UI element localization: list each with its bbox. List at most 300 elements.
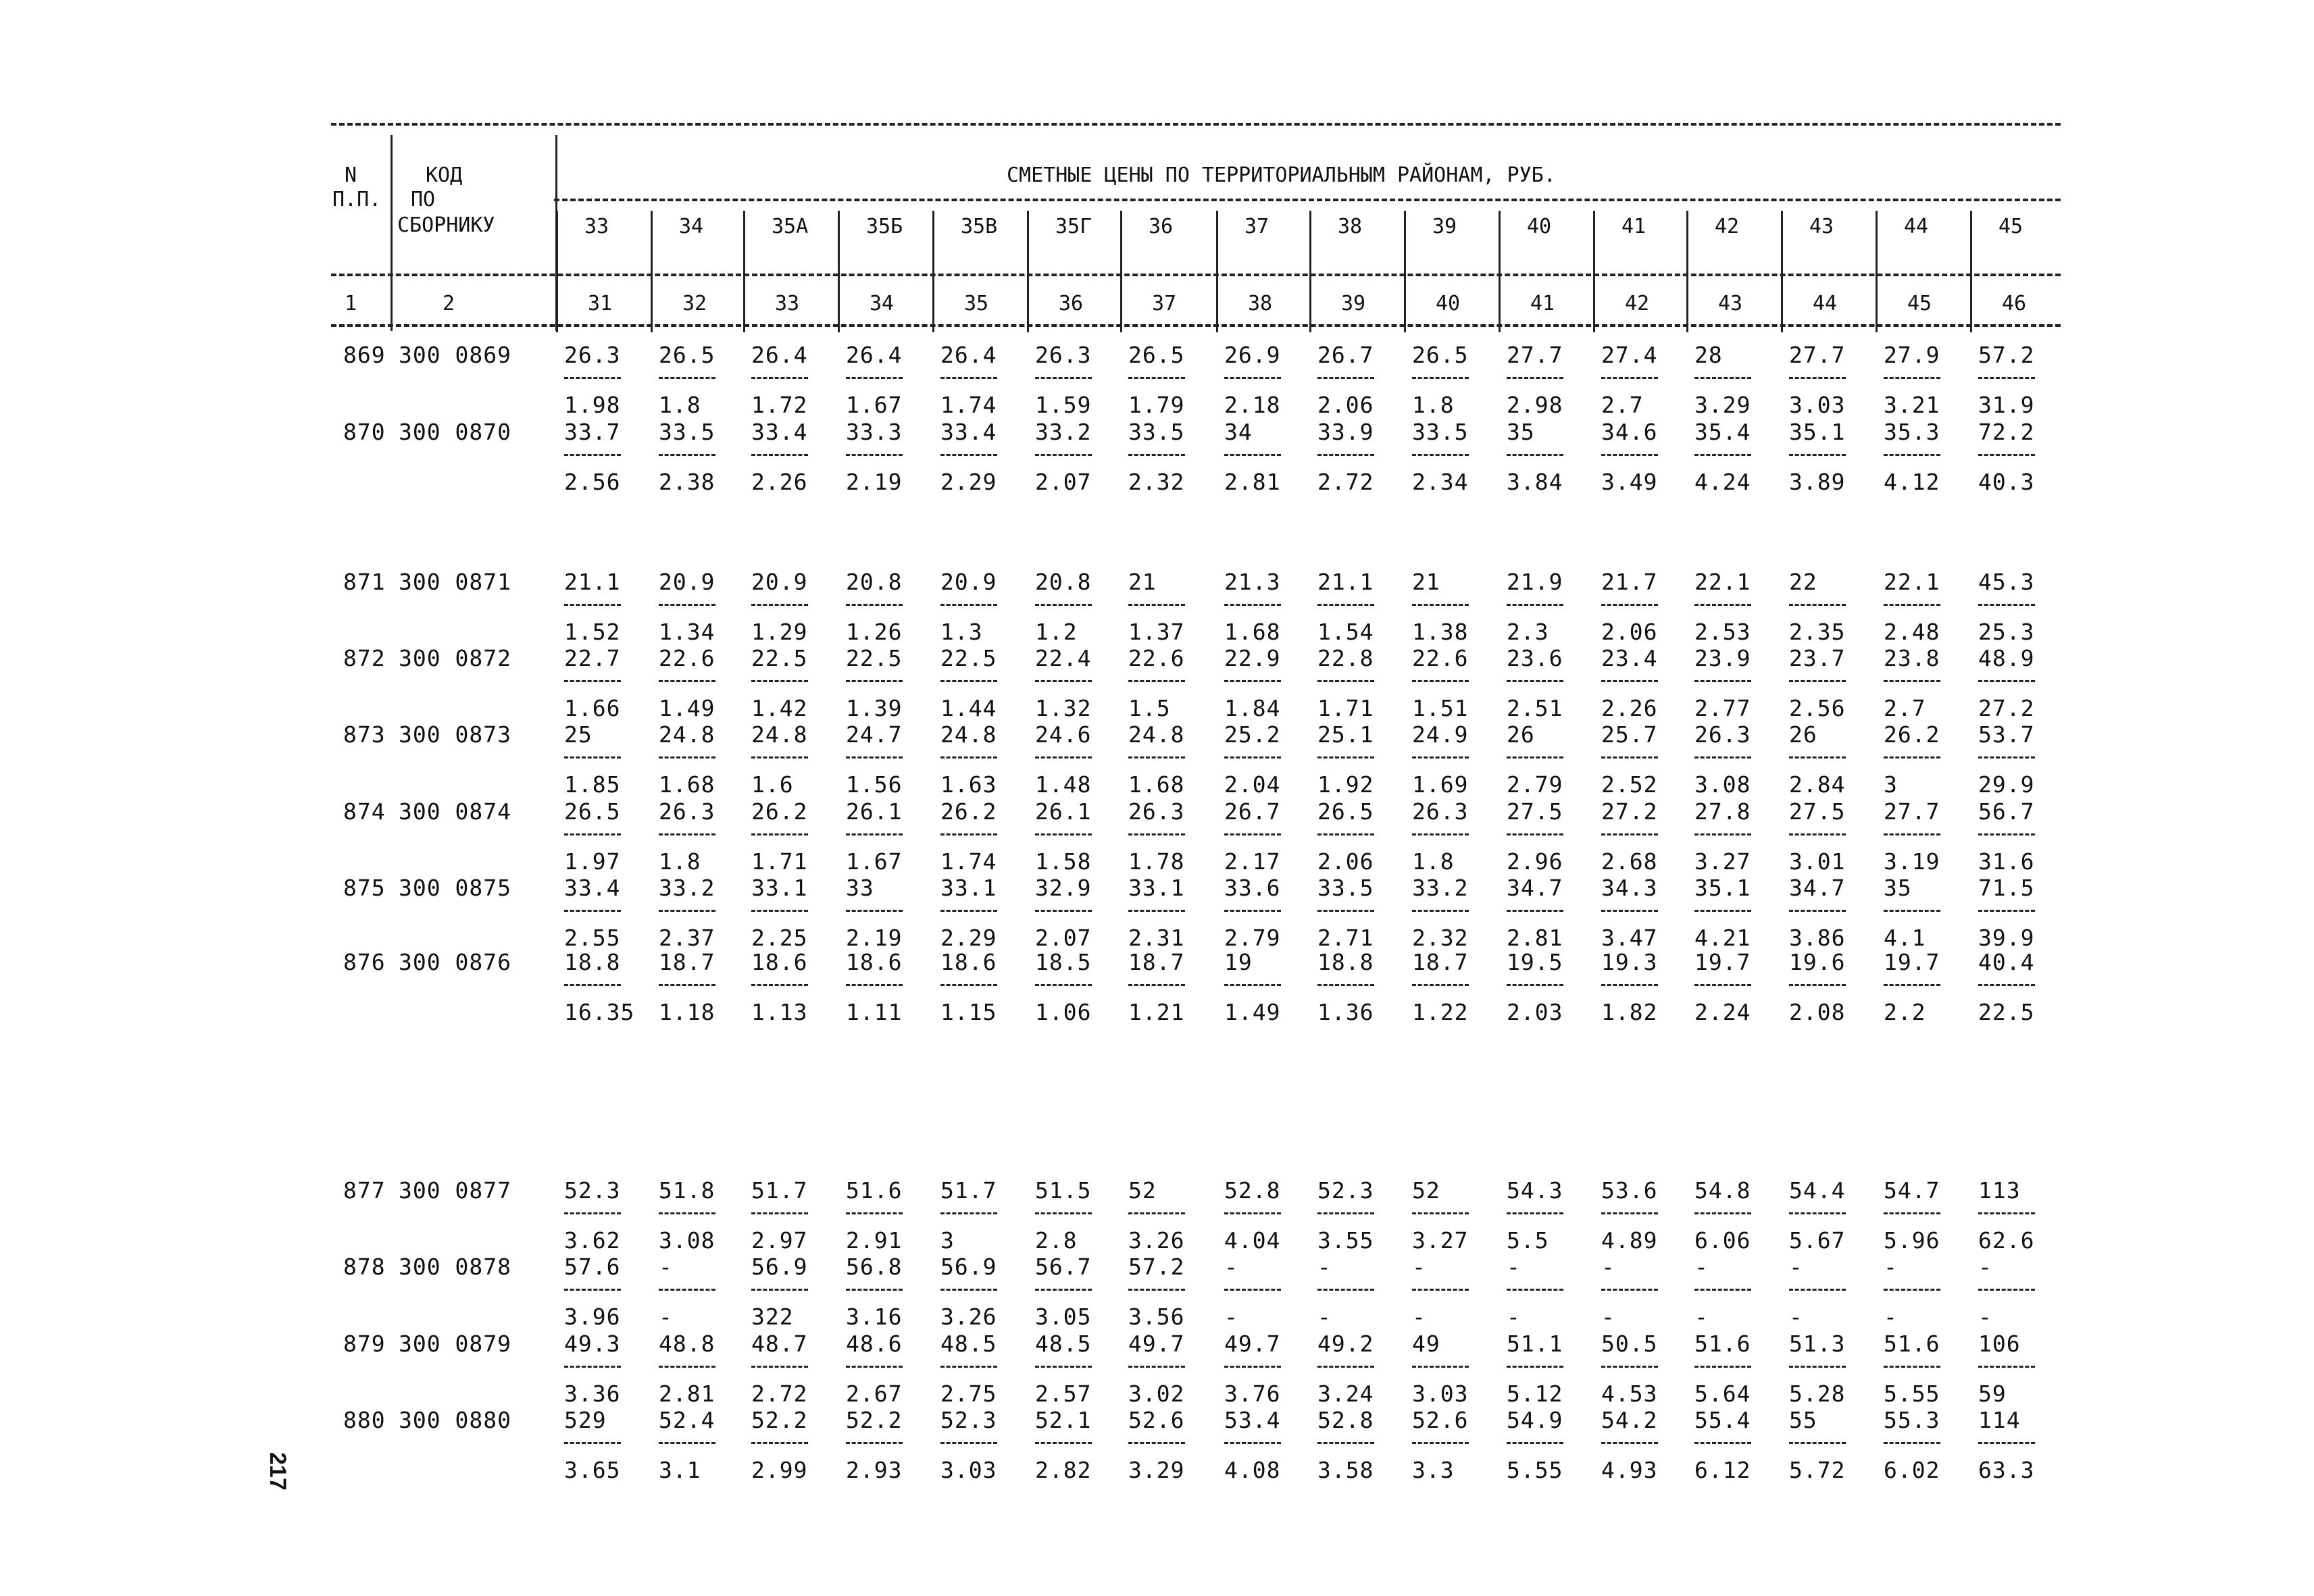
row-9-top-1: - bbox=[659, 1254, 673, 1280]
row-5-top-12: 27.8 bbox=[1694, 798, 1751, 825]
row-4-top-11: 25.7 bbox=[1601, 721, 1658, 748]
row-6-bottom-9: 2.32 bbox=[1412, 925, 1469, 951]
row-1-bottom-10: 3.84 bbox=[1507, 469, 1563, 495]
row-2-frac-line-4 bbox=[940, 604, 997, 606]
row-3-top-0: 22.7 bbox=[564, 645, 621, 671]
row-3-bottom-4: 1.44 bbox=[940, 695, 997, 721]
row-4-bottom-3: 1.56 bbox=[846, 771, 903, 798]
row-10-frac-line-6 bbox=[1128, 1366, 1185, 1368]
row-4-frac-line-5 bbox=[1035, 756, 1092, 758]
row-5-frac-line-15 bbox=[1978, 833, 2035, 835]
row-1-top-15: 72.2 bbox=[1978, 419, 2035, 445]
row-2-bottom-10: 2.3 bbox=[1507, 619, 1549, 645]
row-10-frac-line-1 bbox=[659, 1366, 715, 1368]
row-0-frac-line-6 bbox=[1128, 377, 1185, 379]
row-10-top-14: 51.6 bbox=[1884, 1331, 1940, 1357]
region-index-9: 40 bbox=[1436, 292, 1461, 315]
row-1-bottom-11: 3.49 bbox=[1601, 469, 1658, 495]
row-7-bottom-2: 1.13 bbox=[751, 999, 808, 1025]
row-7-bottom-0: 16.35 bbox=[564, 999, 635, 1025]
row-3-bottom-8: 1.71 bbox=[1317, 695, 1374, 721]
row-5-bottom-14: 3.19 bbox=[1884, 848, 1940, 875]
region-index-4: 35 bbox=[964, 292, 989, 315]
row-1-bottom-7: 2.81 bbox=[1224, 469, 1281, 495]
row-3-frac-line-14 bbox=[1884, 680, 1940, 682]
row-6-top-3: 33 bbox=[846, 875, 874, 901]
row-4-top-6: 24.8 bbox=[1128, 721, 1185, 748]
row-1-top-10: 35 bbox=[1507, 419, 1535, 445]
row-9-frac-line-8 bbox=[1317, 1289, 1374, 1291]
row-2-top-10: 21.9 bbox=[1507, 569, 1563, 595]
row-6-bottom-10: 2.81 bbox=[1507, 925, 1563, 951]
row-1-top-8: 33.9 bbox=[1317, 419, 1374, 445]
row-4-frac-line-13 bbox=[1789, 756, 1846, 758]
region-index-0: 31 bbox=[588, 292, 613, 315]
row-3-frac-line-5 bbox=[1035, 680, 1092, 682]
region-code-6: 36 bbox=[1149, 215, 1174, 238]
row-3-bottom-15: 27.2 bbox=[1978, 695, 2035, 721]
row-4-bottom-6: 1.68 bbox=[1128, 771, 1185, 798]
row-7-frac-line-7 bbox=[1224, 984, 1281, 986]
row-7-top-15: 40.4 bbox=[1978, 949, 2035, 975]
row-1-top-7: 34 bbox=[1224, 419, 1253, 445]
row-0-bottom-11: 2.7 bbox=[1601, 392, 1644, 418]
row-6-bottom-0: 2.55 bbox=[564, 925, 621, 951]
col-code-label-2: ПО bbox=[411, 188, 436, 211]
row-9-frac-line-6 bbox=[1128, 1289, 1185, 1291]
row-7-bottom-6: 1.21 bbox=[1128, 999, 1185, 1025]
region-code-3: 35Б bbox=[866, 215, 903, 238]
row-6-top-13: 34.7 bbox=[1789, 875, 1846, 901]
row-7-bottom-11: 1.82 bbox=[1601, 999, 1658, 1025]
row-0-frac-line-2 bbox=[751, 377, 808, 379]
row-0-frac-line-1 bbox=[659, 377, 715, 379]
region-index-2: 33 bbox=[775, 292, 800, 315]
row-3-top-6: 22.6 bbox=[1128, 645, 1185, 671]
row-4-bottom-2: 1.6 bbox=[751, 771, 794, 798]
row-7-top-10: 19.5 bbox=[1507, 949, 1563, 975]
row-6-top-9: 33.2 bbox=[1412, 875, 1469, 901]
row-9-bottom-7: - bbox=[1224, 1304, 1238, 1330]
row-2-top-3: 20.8 bbox=[846, 569, 903, 595]
region-code-5: 35Г bbox=[1055, 215, 1092, 238]
row-4-bottom-4: 1.63 bbox=[940, 771, 997, 798]
row-2-frac-line-11 bbox=[1601, 604, 1658, 606]
row-5-bottom-2: 1.71 bbox=[751, 848, 808, 875]
row-10-frac-line-4 bbox=[940, 1366, 997, 1368]
row-11-bottom-7: 4.08 bbox=[1224, 1457, 1281, 1483]
row-0-top-8: 26.7 bbox=[1317, 342, 1374, 368]
row-code-3: 300 0872 bbox=[399, 645, 511, 671]
row-5-frac-line-14 bbox=[1884, 833, 1940, 835]
row-11-bottom-5: 2.82 bbox=[1035, 1457, 1092, 1483]
row-0-top-6: 26.5 bbox=[1128, 342, 1185, 368]
row-2-bottom-15: 25.3 bbox=[1978, 619, 2035, 645]
row-10-frac-line-15 bbox=[1978, 1366, 2035, 1368]
row-6-frac-line-4 bbox=[940, 910, 997, 912]
row-11-top-12: 55.4 bbox=[1694, 1407, 1751, 1433]
row-5-top-7: 26.7 bbox=[1224, 798, 1281, 825]
row-0-bottom-15: 31.9 bbox=[1978, 392, 2035, 418]
row-2-top-5: 20.8 bbox=[1035, 569, 1092, 595]
row-3-frac-line-12 bbox=[1694, 680, 1751, 682]
row-0-frac-line-5 bbox=[1035, 377, 1092, 379]
row-2-frac-line-7 bbox=[1224, 604, 1281, 606]
row-10-bottom-14: 5.55 bbox=[1884, 1381, 1940, 1407]
row-11-top-3: 52.2 bbox=[846, 1407, 903, 1433]
row-8-frac-line-8 bbox=[1317, 1212, 1374, 1214]
row-10-frac-line-7 bbox=[1224, 1366, 1281, 1368]
row-5-frac-line-9 bbox=[1412, 833, 1469, 835]
col-code-label: КОД bbox=[426, 163, 463, 187]
row-0-bottom-0: 1.98 bbox=[564, 392, 621, 418]
row-5-frac-line-3 bbox=[846, 833, 903, 835]
row-1-bottom-12: 4.24 bbox=[1694, 469, 1751, 495]
row-2-bottom-3: 1.26 bbox=[846, 619, 903, 645]
row-2-bottom-11: 2.06 bbox=[1601, 619, 1658, 645]
row-8-top-4: 51.7 bbox=[940, 1177, 997, 1204]
row-11-frac-line-11 bbox=[1601, 1442, 1658, 1444]
row-7-top-14: 19.7 bbox=[1884, 949, 1940, 975]
row-3-bottom-12: 2.77 bbox=[1694, 695, 1751, 721]
row-3-bottom-6: 1.5 bbox=[1128, 695, 1171, 721]
row-0-top-1: 26.5 bbox=[659, 342, 715, 368]
row-10-top-10: 51.1 bbox=[1507, 1331, 1563, 1357]
row-7-frac-line-4 bbox=[940, 984, 997, 986]
row-4-top-1: 24.8 bbox=[659, 721, 715, 748]
row-3-frac-line-10 bbox=[1507, 680, 1563, 682]
row-6-bottom-6: 2.31 bbox=[1128, 925, 1185, 951]
row-7-top-6: 18.7 bbox=[1128, 949, 1185, 975]
row-10-frac-line-10 bbox=[1507, 1366, 1563, 1368]
row-5-frac-line-11 bbox=[1601, 833, 1658, 835]
row-6-frac-line-10 bbox=[1507, 910, 1563, 912]
row-number-6: 875 bbox=[343, 875, 386, 901]
region-index-13: 44 bbox=[1813, 292, 1838, 315]
row-2-frac-line-12 bbox=[1694, 604, 1751, 606]
row-7-bottom-3: 1.11 bbox=[846, 999, 903, 1025]
row-9-frac-line-14 bbox=[1884, 1289, 1940, 1291]
row-6-bottom-3: 2.19 bbox=[846, 925, 903, 951]
row-1-top-5: 33.2 bbox=[1035, 419, 1092, 445]
row-3-frac-line-8 bbox=[1317, 680, 1374, 682]
row-11-top-0: 529 bbox=[564, 1407, 607, 1433]
row-5-frac-line-1 bbox=[659, 833, 715, 835]
row-8-frac-line-3 bbox=[846, 1212, 903, 1214]
row-5-frac-line-13 bbox=[1789, 833, 1846, 835]
row-1-top-1: 33.5 bbox=[659, 419, 715, 445]
row-5-frac-line-6 bbox=[1128, 833, 1185, 835]
row-7-top-1: 18.7 bbox=[659, 949, 715, 975]
row-11-top-1: 52.4 bbox=[659, 1407, 715, 1433]
row-0-bottom-5: 1.59 bbox=[1035, 392, 1092, 418]
row-3-bottom-10: 2.51 bbox=[1507, 695, 1563, 721]
region-index-7: 38 bbox=[1248, 292, 1273, 315]
row-3-bottom-5: 1.32 bbox=[1035, 695, 1092, 721]
region-code-4: 35В bbox=[961, 215, 998, 238]
row-11-bottom-14: 6.02 bbox=[1884, 1457, 1940, 1483]
row-7-frac-line-11 bbox=[1601, 984, 1658, 986]
row-4-frac-line-15 bbox=[1978, 756, 2035, 758]
row-9-bottom-4: 3.26 bbox=[940, 1304, 997, 1330]
row-9-bottom-12: - bbox=[1694, 1304, 1709, 1330]
row-9-frac-line-4 bbox=[940, 1289, 997, 1291]
row-11-bottom-6: 3.29 bbox=[1128, 1457, 1185, 1483]
page-number: 217 bbox=[265, 1452, 291, 1491]
row-0-top-4: 26.4 bbox=[940, 342, 997, 368]
row-2-top-7: 21.3 bbox=[1224, 569, 1281, 595]
row-6-top-14: 35 bbox=[1884, 875, 1912, 901]
row-0-bottom-6: 1.79 bbox=[1128, 392, 1185, 418]
row-1-bottom-2: 2.26 bbox=[751, 469, 808, 495]
row-7-top-9: 18.7 bbox=[1412, 949, 1469, 975]
region-code-11: 41 bbox=[1621, 215, 1646, 238]
region-code-sep-3 bbox=[838, 211, 840, 332]
row-0-top-11: 27.4 bbox=[1601, 342, 1658, 368]
row-5-top-11: 27.2 bbox=[1601, 798, 1658, 825]
row-9-bottom-0: 3.96 bbox=[564, 1304, 621, 1330]
row-7-frac-line-12 bbox=[1694, 984, 1751, 986]
row-11-frac-line-14 bbox=[1884, 1442, 1940, 1444]
row-4-top-14: 26.2 bbox=[1884, 721, 1940, 748]
row-5-bottom-15: 31.6 bbox=[1978, 848, 2035, 875]
row-0-bottom-13: 3.03 bbox=[1789, 392, 1846, 418]
row-2-frac-line-14 bbox=[1884, 604, 1940, 606]
row-2-bottom-5: 1.2 bbox=[1035, 619, 1078, 645]
row-0-top-9: 26.5 bbox=[1412, 342, 1469, 368]
row-5-bottom-12: 3.27 bbox=[1694, 848, 1751, 875]
row-9-frac-line-11 bbox=[1601, 1289, 1658, 1291]
row-10-top-11: 50.5 bbox=[1601, 1331, 1658, 1357]
row-0-top-3: 26.4 bbox=[846, 342, 903, 368]
row-0-bottom-10: 2.98 bbox=[1507, 392, 1563, 418]
row-5-bottom-9: 1.8 bbox=[1412, 848, 1455, 875]
row-10-bottom-7: 3.76 bbox=[1224, 1381, 1281, 1407]
row-4-frac-line-4 bbox=[940, 756, 997, 758]
region-code-sep-5 bbox=[1027, 211, 1029, 332]
row-0-top-7: 26.9 bbox=[1224, 342, 1281, 368]
row-10-frac-line-3 bbox=[846, 1366, 903, 1368]
row-5-top-5: 26.1 bbox=[1035, 798, 1092, 825]
row-4-frac-line-0 bbox=[564, 756, 621, 758]
row-6-frac-line-8 bbox=[1317, 910, 1374, 912]
row-7-top-8: 18.8 bbox=[1317, 949, 1374, 975]
row-6-frac-line-11 bbox=[1601, 910, 1658, 912]
row-5-frac-line-2 bbox=[751, 833, 808, 835]
row-5-bottom-5: 1.58 bbox=[1035, 848, 1092, 875]
region-code-2: 35А bbox=[772, 215, 809, 238]
row-10-frac-line-0 bbox=[564, 1366, 621, 1368]
row-10-top-9: 49 bbox=[1412, 1331, 1440, 1357]
row-0-bottom-4: 1.74 bbox=[940, 392, 997, 418]
row-4-top-2: 24.8 bbox=[751, 721, 808, 748]
row-code-9: 300 0878 bbox=[399, 1254, 511, 1280]
row-8-bottom-6: 3.26 bbox=[1128, 1227, 1185, 1254]
row-4-top-12: 26.3 bbox=[1694, 721, 1751, 748]
row-0-bottom-7: 2.18 bbox=[1224, 392, 1281, 418]
row-1-bottom-6: 2.32 bbox=[1128, 469, 1185, 495]
row-10-top-7: 49.7 bbox=[1224, 1331, 1281, 1357]
row-10-bottom-2: 2.72 bbox=[751, 1381, 808, 1407]
row-6-frac-line-2 bbox=[751, 910, 808, 912]
row-1-frac-line-10 bbox=[1507, 454, 1563, 456]
row-1-top-0: 33.7 bbox=[564, 419, 621, 445]
row-9-bottom-13: - bbox=[1789, 1304, 1803, 1330]
row-6-frac-line-15 bbox=[1978, 910, 2035, 912]
row-10-bottom-10: 5.12 bbox=[1507, 1381, 1563, 1407]
row-8-top-15: 113 bbox=[1978, 1177, 2021, 1204]
row-10-bottom-15: 59 bbox=[1978, 1381, 2007, 1407]
row-9-bottom-10: - bbox=[1507, 1304, 1521, 1330]
row-1-frac-line-7 bbox=[1224, 454, 1281, 456]
row-2-top-2: 20.9 bbox=[751, 569, 808, 595]
row-5-frac-line-12 bbox=[1694, 833, 1751, 835]
row-6-bottom-7: 2.79 bbox=[1224, 925, 1281, 951]
row-7-bottom-14: 2.2 bbox=[1884, 999, 1926, 1025]
row-4-bottom-10: 2.79 bbox=[1507, 771, 1563, 798]
row-8-frac-line-6 bbox=[1128, 1212, 1185, 1214]
row-3-frac-line-13 bbox=[1789, 680, 1846, 682]
row-code-4: 300 0873 bbox=[399, 721, 511, 748]
row-0-top-14: 27.9 bbox=[1884, 342, 1940, 368]
row-9-bottom-2: 322 bbox=[751, 1304, 794, 1330]
region-code-sep-4 bbox=[932, 211, 934, 332]
row-8-bottom-3: 2.91 bbox=[846, 1227, 903, 1254]
region-index-6: 37 bbox=[1152, 292, 1177, 315]
row-7-top-5: 18.5 bbox=[1035, 949, 1092, 975]
row-8-top-7: 52.8 bbox=[1224, 1177, 1281, 1204]
row-6-bottom-15: 39.9 bbox=[1978, 925, 2035, 951]
row-0-frac-line-14 bbox=[1884, 377, 1940, 379]
row-9-bottom-3: 3.16 bbox=[846, 1304, 903, 1330]
region-index-15: 46 bbox=[2002, 292, 2027, 315]
row-0-bottom-9: 1.8 bbox=[1412, 392, 1455, 418]
row-5-bottom-7: 2.17 bbox=[1224, 848, 1281, 875]
row-9-top-9: - bbox=[1412, 1254, 1426, 1280]
row-1-frac-line-3 bbox=[846, 454, 903, 456]
row-0-top-10: 27.7 bbox=[1507, 342, 1563, 368]
row-5-frac-line-8 bbox=[1317, 833, 1374, 835]
col-n-label: N bbox=[345, 163, 357, 187]
region-code-sep-6 bbox=[1120, 211, 1122, 332]
row-9-bottom-9: - bbox=[1412, 1304, 1426, 1330]
row-6-bottom-5: 2.07 bbox=[1035, 925, 1092, 951]
row-8-frac-line-7 bbox=[1224, 1212, 1281, 1214]
row-1-top-12: 35.4 bbox=[1694, 419, 1751, 445]
row-8-top-2: 51.7 bbox=[751, 1177, 808, 1204]
row-code-11: 300 0880 bbox=[399, 1407, 511, 1433]
row-2-bottom-8: 1.54 bbox=[1317, 619, 1374, 645]
row-4-bottom-1: 1.68 bbox=[659, 771, 715, 798]
index-col-1: 1 bbox=[345, 292, 357, 315]
row-10-top-6: 49.7 bbox=[1128, 1331, 1185, 1357]
row-3-frac-line-15 bbox=[1978, 680, 2035, 682]
row-6-frac-line-13 bbox=[1789, 910, 1846, 912]
row-10-frac-line-13 bbox=[1789, 1366, 1846, 1368]
row-4-bottom-14: 3 bbox=[1884, 771, 1898, 798]
row-6-top-10: 34.7 bbox=[1507, 875, 1563, 901]
row-8-top-5: 51.5 bbox=[1035, 1177, 1092, 1204]
row-6-frac-line-9 bbox=[1412, 910, 1469, 912]
row-6-top-8: 33.5 bbox=[1317, 875, 1374, 901]
row-6-bottom-4: 2.29 bbox=[940, 925, 997, 951]
row-3-top-2: 22.5 bbox=[751, 645, 808, 671]
row-11-frac-line-5 bbox=[1035, 1442, 1092, 1444]
row-3-frac-line-0 bbox=[564, 680, 621, 682]
row-2-bottom-6: 1.37 bbox=[1128, 619, 1185, 645]
row-4-bottom-0: 1.85 bbox=[564, 771, 621, 798]
row-1-top-14: 35.3 bbox=[1884, 419, 1940, 445]
row-11-top-13: 55 bbox=[1789, 1407, 1817, 1433]
row-4-frac-line-12 bbox=[1694, 756, 1751, 758]
row-6-top-0: 33.4 bbox=[564, 875, 621, 901]
region-code-9: 39 bbox=[1432, 215, 1457, 238]
row-code-0: 300 0869 bbox=[399, 342, 511, 368]
row-6-frac-line-1 bbox=[659, 910, 715, 912]
row-code-2: 300 0871 bbox=[399, 569, 511, 595]
row-10-bottom-8: 3.24 bbox=[1317, 1381, 1374, 1407]
row-1-bottom-15: 40.3 bbox=[1978, 469, 2035, 495]
row-10-bottom-5: 2.57 bbox=[1035, 1381, 1092, 1407]
row-1-top-6: 33.5 bbox=[1128, 419, 1185, 445]
row-8-top-11: 53.6 bbox=[1601, 1177, 1658, 1204]
row-4-bottom-15: 29.9 bbox=[1978, 771, 2035, 798]
region-index-10: 41 bbox=[1530, 292, 1555, 315]
row-4-top-15: 53.7 bbox=[1978, 721, 2035, 748]
row-8-bottom-9: 3.27 bbox=[1412, 1227, 1469, 1254]
row-2-frac-line-3 bbox=[846, 604, 903, 606]
row-3-bottom-9: 1.51 bbox=[1412, 695, 1469, 721]
row-4-top-3: 24.7 bbox=[846, 721, 903, 748]
row-8-top-3: 51.6 bbox=[846, 1177, 903, 1204]
row-11-top-6: 52.6 bbox=[1128, 1407, 1185, 1433]
row-2-bottom-13: 2.35 bbox=[1789, 619, 1846, 645]
row-10-bottom-9: 3.03 bbox=[1412, 1381, 1469, 1407]
row-2-frac-line-10 bbox=[1507, 604, 1563, 606]
row-6-bottom-8: 2.71 bbox=[1317, 925, 1374, 951]
row-2-top-0: 21.1 bbox=[564, 569, 621, 595]
row-3-bottom-3: 1.39 bbox=[846, 695, 903, 721]
row-9-bottom-6: 3.56 bbox=[1128, 1304, 1185, 1330]
row-4-top-5: 24.6 bbox=[1035, 721, 1092, 748]
row-10-top-8: 49.2 bbox=[1317, 1331, 1374, 1357]
row-number-11: 880 bbox=[343, 1407, 386, 1433]
row-0-frac-line-3 bbox=[846, 377, 903, 379]
row-1-frac-line-6 bbox=[1128, 454, 1185, 456]
row-5-frac-line-7 bbox=[1224, 833, 1281, 835]
row-10-top-15: 106 bbox=[1978, 1331, 2021, 1357]
row-1-frac-line-9 bbox=[1412, 454, 1469, 456]
row-11-bottom-11: 4.93 bbox=[1601, 1457, 1658, 1483]
row-0-top-2: 26.4 bbox=[751, 342, 808, 368]
row-9-frac-line-15 bbox=[1978, 1289, 2035, 1291]
index-under-rule bbox=[331, 324, 2061, 327]
row-4-frac-line-1 bbox=[659, 756, 715, 758]
row-6-top-2: 33.1 bbox=[751, 875, 808, 901]
row-5-top-14: 27.7 bbox=[1884, 798, 1940, 825]
row-10-frac-line-8 bbox=[1317, 1366, 1374, 1368]
row-9-frac-line-5 bbox=[1035, 1289, 1092, 1291]
row-3-bottom-0: 1.66 bbox=[564, 695, 621, 721]
row-10-bottom-4: 2.75 bbox=[940, 1381, 997, 1407]
row-9-frac-line-3 bbox=[846, 1289, 903, 1291]
row-10-top-13: 51.3 bbox=[1789, 1331, 1846, 1357]
row-6-bottom-14: 4.1 bbox=[1884, 925, 1926, 951]
row-9-top-10: - bbox=[1507, 1254, 1521, 1280]
row-7-frac-line-15 bbox=[1978, 984, 2035, 986]
row-0-bottom-2: 1.72 bbox=[751, 392, 808, 418]
row-6-frac-line-12 bbox=[1694, 910, 1751, 912]
